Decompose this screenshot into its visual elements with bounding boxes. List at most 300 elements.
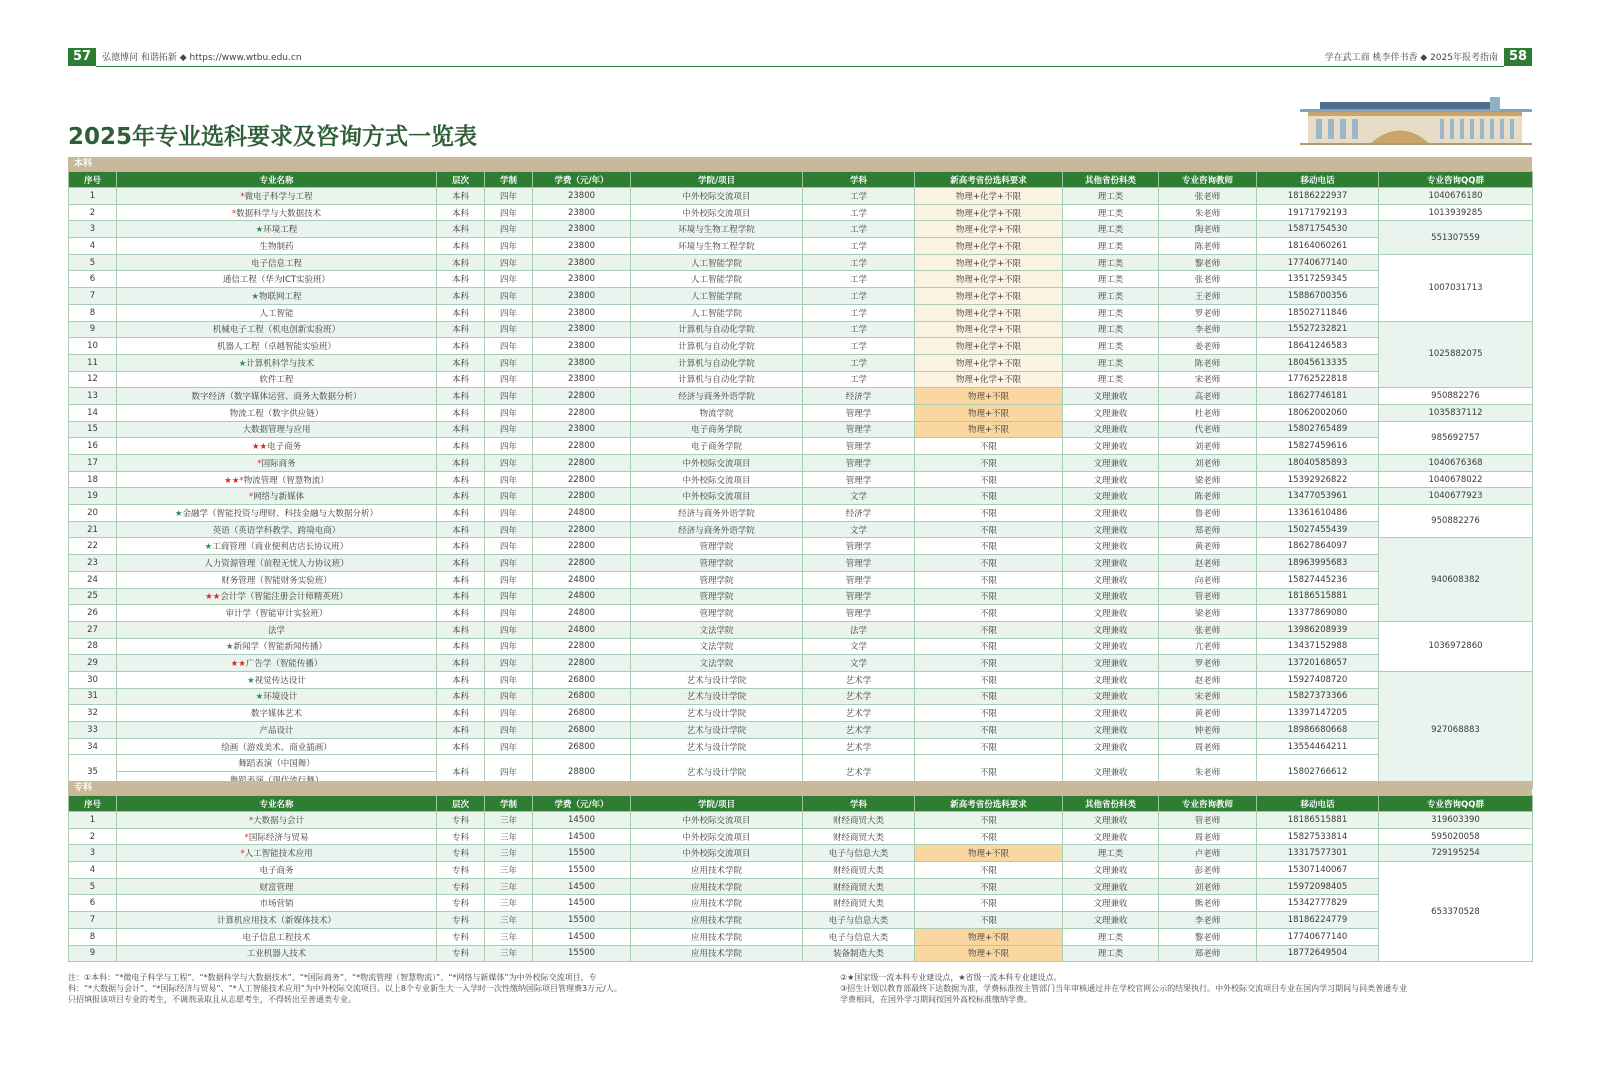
teacher-cell: 宋老师 — [1159, 688, 1257, 705]
teacher-cell: 姜老师 — [1159, 338, 1257, 355]
level-cell: 本科 — [437, 638, 485, 655]
teacher-cell: 陈老师 — [1159, 488, 1257, 505]
major-name — [117, 254, 437, 271]
duration-cell: 三年 — [485, 862, 533, 879]
other-category-cell: 理工类 — [1063, 945, 1159, 962]
level-cell: 本科 — [437, 404, 485, 421]
subject-requirement-cell: 物理+化学+不限 — [915, 321, 1063, 338]
duration-cell: 三年 — [485, 828, 533, 845]
teacher-cell: 张老师 — [1159, 621, 1257, 638]
table-row — [69, 812, 1533, 829]
major-name-text: 数字媒体艺术 — [250, 709, 302, 720]
subject-requirement-cell: 不限 — [915, 588, 1063, 605]
teacher-cell: 郑老师 — [1159, 521, 1257, 538]
row-number: 7 — [69, 288, 117, 305]
table-row — [69, 828, 1533, 845]
note-right-line-1: ②★国家级一流本科专业建设点，★省级一流本科专业建设点。 — [840, 973, 1062, 982]
major-name-text: 视觉传达设计 — [254, 675, 306, 686]
column-header: 专业咨询教师 — [1159, 796, 1257, 812]
phone-cell: 18040585893 — [1257, 455, 1379, 472]
other-category-cell: 理工类 — [1063, 371, 1159, 388]
column-header: 其他省份科类 — [1063, 796, 1159, 812]
other-category-cell: 文理兼收 — [1063, 828, 1159, 845]
tuition-cell: 14500 — [533, 928, 631, 945]
major-name — [117, 404, 437, 421]
teacher-cell: 赵老师 — [1159, 555, 1257, 572]
left-header-text: 弘德博问 和谐拓新 ◆ https://www.wtbu.edu.cn — [102, 53, 302, 63]
column-header: 学制 — [485, 796, 533, 812]
zhuanke-table — [68, 795, 1533, 962]
college-cell: 文法学院 — [631, 638, 803, 655]
college-cell: 经济与商务外语学院 — [631, 388, 803, 405]
teacher-cell: 梁老师 — [1159, 471, 1257, 488]
college-cell: 电子商务学院 — [631, 421, 803, 438]
table-row — [69, 755, 1533, 772]
tuition-cell: 14500 — [533, 812, 631, 829]
duration-cell: 三年 — [485, 945, 533, 962]
teacher-cell: 陈老师 — [1159, 238, 1257, 255]
major-name — [117, 638, 437, 655]
other-category-cell: 文理兼收 — [1063, 555, 1159, 572]
other-category-cell: 理工类 — [1063, 928, 1159, 945]
column-header: 专业咨询教师 — [1159, 172, 1257, 188]
college-cell: 中外校际交流项目 — [631, 204, 803, 221]
college-cell: 艺术与设计学院 — [631, 688, 803, 705]
major-marker: ★ — [225, 642, 234, 653]
tuition-cell: 26800 — [533, 738, 631, 755]
subject-requirement-cell: 不限 — [915, 438, 1063, 455]
major-name-text: 绘画（游戏美术、商业插画） — [221, 742, 332, 753]
tuition-cell: 14500 — [533, 895, 631, 912]
subject-requirement-cell: 物理+化学+不限 — [915, 354, 1063, 371]
table-row — [69, 488, 1533, 505]
subject-requirement-cell: 物理+化学+不限 — [915, 304, 1063, 321]
phone-cell: 15886700356 — [1257, 288, 1379, 305]
discipline-cell: 装备制造大类 — [803, 945, 915, 962]
college-cell: 人工智能学院 — [631, 254, 803, 271]
level-cell: 本科 — [437, 471, 485, 488]
major-name — [117, 521, 437, 538]
duration-cell: 四年 — [485, 371, 533, 388]
subject-requirement-cell: 不限 — [915, 828, 1063, 845]
other-category-cell: 理工类 — [1063, 238, 1159, 255]
other-category-cell: 文理兼收 — [1063, 588, 1159, 605]
phone-cell: 13554464211 — [1257, 738, 1379, 755]
phone-cell: 15827373366 — [1257, 688, 1379, 705]
major-name — [117, 928, 437, 945]
table-row — [69, 521, 1533, 538]
other-category-cell: 理工类 — [1063, 304, 1159, 321]
note-right-line-2: ③招生计划以教育部最终下达数据为准，学费标准按主管部门当年审核通过并在学校官网公示的结果执行。中外校际交流项目专业在国内学习期间与同类普通专业 — [840, 984, 1408, 993]
major-marker: * — [248, 815, 254, 826]
phone-cell: 13986208939 — [1257, 621, 1379, 638]
discipline-cell: 工学 — [803, 304, 915, 321]
page-title: 2025年专业选科要求及咨询方式一览表 — [68, 124, 478, 150]
discipline-cell: 工学 — [803, 221, 915, 238]
row-number: 6 — [69, 271, 117, 288]
phone-cell: 15827533814 — [1257, 828, 1379, 845]
tuition-cell: 22800 — [533, 555, 631, 572]
table-row — [69, 605, 1533, 622]
note-left-line-1: 注：①本科：“*微电子科学与工程”、“*数据科学与大数据技术”、“*国际商务”、“*物流管理（智慧物流）”、“*网络与新媒体”为中外校际交流项目，专 — [68, 973, 597, 982]
table-row — [69, 688, 1533, 705]
phone-cell: 18963995683 — [1257, 555, 1379, 572]
duration-cell: 四年 — [485, 238, 533, 255]
teacher-cell: 陶老师 — [1159, 221, 1257, 238]
major-name-text: 电子商务 — [267, 442, 302, 453]
duration-cell: 三年 — [485, 845, 533, 862]
subject-requirement-cell: 不限 — [915, 638, 1063, 655]
major-name — [117, 505, 437, 522]
college-cell: 应用技术学院 — [631, 912, 803, 929]
table-row — [69, 671, 1533, 688]
college-cell: 应用技术学院 — [631, 895, 803, 912]
table-row — [69, 621, 1533, 638]
discipline-cell: 工学 — [803, 204, 915, 221]
college-cell: 文法学院 — [631, 655, 803, 672]
college-cell: 中外校际交流项目 — [631, 845, 803, 862]
college-cell: 经济与商务外语学院 — [631, 505, 803, 522]
duration-cell: 四年 — [485, 488, 533, 505]
column-header: 学院/项目 — [631, 172, 803, 188]
note-left-line-3: 只招填报该项目专业的考生，不调剂录取且从志愿考生，不得转出至普通类专业。 — [68, 995, 356, 1004]
phone-cell: 15342777829 — [1257, 895, 1379, 912]
teacher-cell: 卢老师 — [1159, 845, 1257, 862]
major-name — [117, 895, 437, 912]
qq-group-cell: 1040676368 — [1379, 455, 1533, 472]
tuition-cell: 23800 — [533, 221, 631, 238]
tuition-cell: 22800 — [533, 488, 631, 505]
major-name-text: 电子商务 — [259, 865, 294, 876]
discipline-cell: 艺术学 — [803, 755, 915, 788]
other-category-cell: 理工类 — [1063, 188, 1159, 205]
major-name-text: 网络与新媒体 — [253, 492, 305, 503]
column-header: 专业咨询QQ群 — [1379, 172, 1533, 188]
phone-cell: 15827459616 — [1257, 438, 1379, 455]
phone-cell: 18186222937 — [1257, 188, 1379, 205]
tuition-cell: 15500 — [533, 862, 631, 879]
duration-cell: 四年 — [485, 404, 533, 421]
other-category-cell: 文理兼收 — [1063, 388, 1159, 405]
row-number: 16 — [69, 438, 117, 455]
phone-cell: 18502711846 — [1257, 304, 1379, 321]
table-row — [69, 371, 1533, 388]
major-name-text: 新闻学（智能新闻传播） — [233, 642, 328, 653]
duration-cell: 四年 — [485, 688, 533, 705]
major-name-text: 机械电子工程（机电创新实验班） — [212, 325, 341, 336]
tuition-cell: 22800 — [533, 521, 631, 538]
tuition-cell: 24800 — [533, 505, 631, 522]
phone-cell: 13517259345 — [1257, 271, 1379, 288]
column-header: 移动电话 — [1257, 796, 1379, 812]
level-cell: 本科 — [437, 371, 485, 388]
other-category-cell: 文理兼收 — [1063, 722, 1159, 739]
tuition-cell: 24800 — [533, 571, 631, 588]
level-cell: 本科 — [437, 254, 485, 271]
phone-cell: 13437152988 — [1257, 638, 1379, 655]
teacher-cell: 郑老师 — [1159, 945, 1257, 962]
major-name — [117, 555, 437, 572]
discipline-cell: 工学 — [803, 254, 915, 271]
major-name-text: 财务管理（智能财务实验班） — [221, 575, 332, 586]
phone-cell: 19171792193 — [1257, 204, 1379, 221]
duration-cell: 四年 — [485, 571, 533, 588]
discipline-cell: 文学 — [803, 655, 915, 672]
subject-requirement-cell: 物理+不限 — [915, 945, 1063, 962]
row-number: 30 — [69, 671, 117, 688]
major-name-text: 工商管理（商业便利店店长协议班） — [212, 542, 349, 553]
header-rule — [96, 66, 1504, 67]
college-cell: 中外校际交流项目 — [631, 188, 803, 205]
other-category-cell: 理工类 — [1063, 254, 1159, 271]
right-header-text: 学在武工商 桃李伴书香 ◆ 2025年报考指南 — [1324, 53, 1498, 63]
level-cell: 本科 — [437, 671, 485, 688]
row-number: 2 — [69, 828, 117, 845]
other-category-cell: 文理兼收 — [1063, 571, 1159, 588]
qq-group-cell: 1035837112 — [1379, 404, 1533, 421]
duration-cell: 四年 — [485, 671, 533, 688]
other-category-cell: 文理兼收 — [1063, 505, 1159, 522]
major-name — [117, 288, 437, 305]
discipline-cell: 工学 — [803, 338, 915, 355]
teacher-cell: 向老师 — [1159, 571, 1257, 588]
college-cell: 计算机与自动化学院 — [631, 354, 803, 371]
other-category-cell: 文理兼收 — [1063, 705, 1159, 722]
major-name — [117, 488, 437, 505]
major-marker: ★ — [174, 508, 183, 519]
level-cell: 本科 — [437, 288, 485, 305]
level-cell: 本科 — [437, 238, 485, 255]
major-name — [117, 605, 437, 622]
major-name — [117, 688, 437, 705]
teacher-cell: 赵老师 — [1159, 671, 1257, 688]
major-name — [117, 204, 437, 221]
discipline-cell: 艺术学 — [803, 688, 915, 705]
column-header: 新高考省份选科要求 — [915, 172, 1063, 188]
duration-cell: 四年 — [485, 321, 533, 338]
subject-requirement-cell: 物理+化学+不限 — [915, 238, 1063, 255]
row-number: 17 — [69, 455, 117, 472]
tuition-cell: 22800 — [533, 388, 631, 405]
tuition-cell: 23800 — [533, 421, 631, 438]
table-row — [69, 421, 1533, 438]
major-name — [117, 421, 437, 438]
teacher-cell: 高老师 — [1159, 388, 1257, 405]
college-cell: 艺术与设计学院 — [631, 755, 803, 788]
duration-cell: 四年 — [485, 288, 533, 305]
level-cell: 本科 — [437, 221, 485, 238]
teacher-cell: 陈老师 — [1159, 354, 1257, 371]
duration-cell: 四年 — [485, 221, 533, 238]
discipline-cell: 管理学 — [803, 455, 915, 472]
major-marker: ★★* — [224, 475, 244, 486]
tuition-cell: 23800 — [533, 288, 631, 305]
subject-requirement-cell: 不限 — [915, 621, 1063, 638]
discipline-cell: 工学 — [803, 371, 915, 388]
table-row — [69, 928, 1533, 945]
major-name-text: 计算机应用技术（新媒体技术） — [216, 915, 336, 926]
college-cell: 物流学院 — [631, 404, 803, 421]
qq-group-cell: 1007031713 — [1379, 254, 1533, 321]
row-number: 34 — [69, 738, 117, 755]
subject-requirement-cell: 不限 — [915, 571, 1063, 588]
college-cell: 应用技术学院 — [631, 862, 803, 879]
phone-cell: 18062002060 — [1257, 404, 1379, 421]
duration-cell: 四年 — [485, 338, 533, 355]
subject-requirement-cell: 物理+化学+不限 — [915, 338, 1063, 355]
major-name — [117, 321, 437, 338]
qq-group-cell: 729195254 — [1379, 845, 1533, 862]
other-category-cell: 文理兼收 — [1063, 878, 1159, 895]
phone-cell: 13720168657 — [1257, 655, 1379, 672]
qq-group-cell: 950882276 — [1379, 505, 1533, 538]
subject-requirement-cell: 不限 — [915, 812, 1063, 829]
major-marker: * — [231, 208, 237, 219]
qq-group-cell: 985692757 — [1379, 421, 1533, 454]
level-cell: 专科 — [437, 945, 485, 962]
row-number: 1 — [69, 812, 117, 829]
college-cell: 管理学院 — [631, 555, 803, 572]
column-header: 学院/项目 — [631, 796, 803, 812]
row-number: 26 — [69, 605, 117, 622]
table-row — [69, 238, 1533, 255]
subject-requirement-cell: 不限 — [915, 605, 1063, 622]
table-row — [69, 878, 1533, 895]
subject-requirement-cell: 不限 — [915, 538, 1063, 555]
table-row — [69, 555, 1533, 572]
phone-cell: 15927408720 — [1257, 671, 1379, 688]
level-cell: 本科 — [437, 588, 485, 605]
major-name — [117, 271, 437, 288]
tuition-cell: 22800 — [533, 404, 631, 421]
phone-cell: 13377869080 — [1257, 605, 1379, 622]
column-header: 序号 — [69, 796, 117, 812]
subject-requirement-cell: 物理+化学+不限 — [915, 204, 1063, 221]
discipline-cell: 财经商贸大类 — [803, 828, 915, 845]
major-marker: * — [248, 492, 254, 503]
qq-group-cell: 1040677923 — [1379, 488, 1533, 505]
other-category-cell: 文理兼收 — [1063, 755, 1159, 788]
major-marker: ★ — [247, 675, 255, 686]
phone-cell: 18045613335 — [1257, 354, 1379, 371]
major-name-text: 产品设计 — [259, 725, 294, 736]
college-cell: 管理学院 — [631, 538, 803, 555]
table-row — [69, 638, 1533, 655]
teacher-cell: 代老师 — [1159, 421, 1257, 438]
qq-group-cell: 1036972860 — [1379, 621, 1533, 671]
discipline-cell: 管理学 — [803, 421, 915, 438]
level-cell: 本科 — [437, 655, 485, 672]
row-number: 11 — [69, 354, 117, 371]
major-name — [117, 571, 437, 588]
discipline-cell: 工学 — [803, 238, 915, 255]
level-cell: 本科 — [437, 755, 485, 788]
teacher-cell: 鲁老师 — [1159, 505, 1257, 522]
teacher-cell: 刘老师 — [1159, 438, 1257, 455]
level-cell: 本科 — [437, 271, 485, 288]
row-number: 33 — [69, 722, 117, 739]
tuition-cell: 26800 — [533, 722, 631, 739]
major-marker: ★ — [255, 692, 264, 703]
college-cell: 人工智能学院 — [631, 271, 803, 288]
discipline-cell: 管理学 — [803, 555, 915, 572]
other-category-cell: 文理兼收 — [1063, 812, 1159, 829]
row-number: 4 — [69, 862, 117, 879]
zhuanke-header-row — [69, 796, 1533, 812]
duration-cell: 四年 — [485, 421, 533, 438]
row-number: 24 — [69, 571, 117, 588]
subject-requirement-cell: 不限 — [915, 878, 1063, 895]
subject-requirement-cell: 物理+化学+不限 — [915, 188, 1063, 205]
level-cell: 本科 — [437, 722, 485, 739]
major-name-text: 软件工程 — [259, 375, 294, 386]
major-name — [117, 371, 437, 388]
column-header: 专业咨询QQ群 — [1379, 796, 1533, 812]
level-cell: 本科 — [437, 555, 485, 572]
level-cell: 本科 — [437, 705, 485, 722]
major-marker: * — [240, 191, 245, 202]
other-category-cell: 文理兼收 — [1063, 488, 1159, 505]
tuition-cell: 23800 — [533, 321, 631, 338]
other-category-cell: 文理兼收 — [1063, 638, 1159, 655]
major-name — [117, 945, 437, 962]
tuition-cell: 23800 — [533, 271, 631, 288]
duration-cell: 四年 — [485, 188, 533, 205]
level-cell: 专科 — [437, 845, 485, 862]
table-row — [69, 204, 1533, 221]
qq-group-cell: 1040676180 — [1379, 188, 1533, 205]
duration-cell: 四年 — [485, 354, 533, 371]
other-category-cell: 文理兼收 — [1063, 605, 1159, 622]
major-name-text: 人工智能 — [259, 308, 294, 319]
note-right-line-3: 学费相同，在国外学习期间按国外高校标准缴纳学费。 — [840, 995, 1032, 1004]
teacher-cell: 黄老师 — [1159, 538, 1257, 555]
level-cell: 本科 — [437, 538, 485, 555]
tuition-cell: 15500 — [533, 912, 631, 929]
subject-requirement-cell: 不限 — [915, 912, 1063, 929]
table-row — [69, 404, 1533, 421]
major-name — [117, 455, 437, 472]
duration-cell: 四年 — [485, 438, 533, 455]
phone-cell: 18986680668 — [1257, 722, 1379, 739]
other-category-cell: 文理兼收 — [1063, 912, 1159, 929]
subject-requirement-cell: 不限 — [915, 705, 1063, 722]
level-cell: 本科 — [437, 188, 485, 205]
campus-building-illustration — [1300, 97, 1532, 147]
table-row — [69, 862, 1533, 879]
row-number: 15 — [69, 421, 117, 438]
qq-group-cell: 950882276 — [1379, 388, 1533, 405]
duration-cell: 三年 — [485, 895, 533, 912]
major-name-text: 计算机科学与技术 — [246, 358, 315, 369]
teacher-cell: 黎老师 — [1159, 254, 1257, 271]
discipline-cell: 工学 — [803, 188, 915, 205]
subject-requirement-cell: 物理+不限 — [915, 404, 1063, 421]
table-row — [69, 845, 1533, 862]
major-name-text: 环境设计 — [263, 692, 298, 703]
duration-cell: 四年 — [485, 455, 533, 472]
column-header: 学科 — [803, 796, 915, 812]
subject-requirement-cell: 不限 — [915, 738, 1063, 755]
discipline-cell: 财经商贸大类 — [803, 895, 915, 912]
major-name-text: 电子信息工程技术 — [242, 932, 311, 943]
row-number: 4 — [69, 238, 117, 255]
discipline-cell: 管理学 — [803, 438, 915, 455]
level-cell: 专科 — [437, 878, 485, 895]
subject-requirement-cell: 不限 — [915, 488, 1063, 505]
major-name — [117, 188, 437, 205]
subject-requirement-cell: 不限 — [915, 688, 1063, 705]
